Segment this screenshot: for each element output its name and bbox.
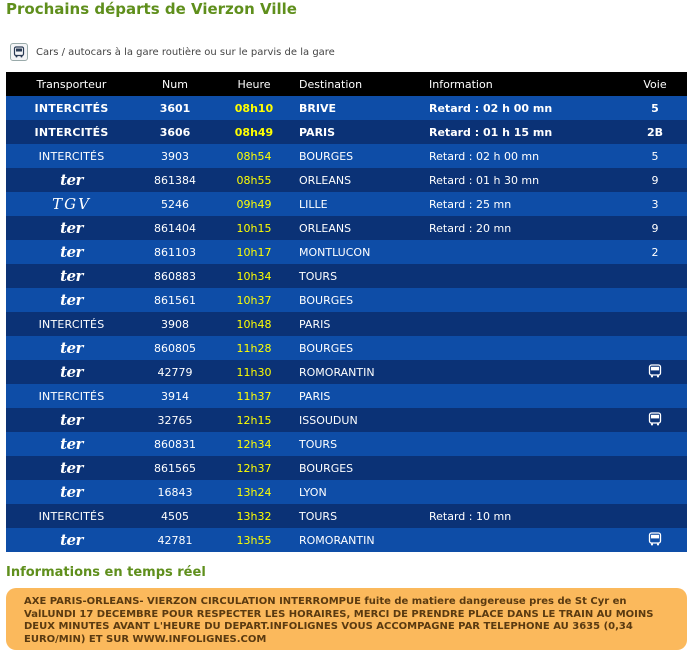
table-row (6, 336, 687, 360)
departure-time: 13h55 (213, 528, 295, 552)
carrier-cell (6, 336, 137, 360)
platform: 5 (623, 144, 687, 168)
page-title: Prochains départs de Vierzon Ville (6, 0, 297, 18)
ter-logo: ter (60, 339, 83, 357)
table-row (6, 144, 687, 168)
platform (623, 408, 687, 432)
train-number: 3908 (137, 312, 213, 336)
train-number: 42779 (137, 360, 213, 384)
ter-logo: ter (60, 291, 83, 309)
train-number: 3903 (137, 144, 213, 168)
train-number: 860805 (137, 336, 213, 360)
platform (623, 360, 687, 384)
carrier-cell (6, 432, 137, 456)
destination: BOURGES (295, 288, 423, 312)
departure-time: 11h37 (213, 384, 295, 408)
table-row (6, 480, 687, 504)
departure-time: 10h34 (213, 264, 295, 288)
delay-info (423, 432, 623, 456)
platform (623, 456, 687, 480)
table-row (6, 168, 687, 192)
train-number: 861404 (137, 216, 213, 240)
table-row (6, 408, 687, 432)
carrier-name: INTERCITÉS (38, 317, 105, 331)
tgv-logo: TGV (52, 195, 91, 213)
train-number: 5246 (137, 192, 213, 216)
platform: 2B (623, 120, 687, 144)
carrier-name: INTERCITÉS (34, 125, 109, 139)
destination: BOURGES (295, 456, 423, 480)
table-row (6, 384, 687, 408)
departure-time: 13h32 (213, 504, 295, 528)
delay-info (423, 384, 623, 408)
train-number: 3606 (137, 120, 213, 144)
delay-info: Retard : 01 h 30 mn (423, 168, 623, 192)
col-header-carrier: Transporteur (6, 72, 137, 96)
platform (623, 264, 687, 288)
ter-logo: ter (60, 483, 83, 501)
destination: LILLE (295, 192, 423, 216)
departure-time: 10h17 (213, 240, 295, 264)
carrier-cell (6, 480, 137, 504)
delay-info (423, 336, 623, 360)
bus-icon (648, 532, 662, 549)
delay-info: Retard : 20 mn (423, 216, 623, 240)
delay-info: Retard : 10 mn (423, 504, 623, 528)
destination: TOURS (295, 504, 423, 528)
table-row (6, 96, 687, 120)
train-number: 861103 (137, 240, 213, 264)
train-number: 861565 (137, 456, 213, 480)
departure-time: 10h37 (213, 288, 295, 312)
platform (623, 312, 687, 336)
destination: ORLEANS (295, 216, 423, 240)
ter-logo: ter (60, 531, 83, 549)
carrier-cell (6, 192, 137, 216)
col-header-time: Heure (213, 72, 295, 96)
table-row (6, 504, 687, 528)
delay-info (423, 528, 623, 552)
carrier-cell (6, 408, 137, 432)
carrier-cell (6, 528, 137, 552)
train-number: 42781 (137, 528, 213, 552)
table-row (6, 192, 687, 216)
delay-info: Retard : 02 h 00 mn (423, 96, 623, 120)
destination: LYON (295, 480, 423, 504)
table-row (6, 240, 687, 264)
ter-logo: ter (60, 411, 83, 429)
table-row (6, 216, 687, 240)
col-header-destination: Destination (295, 72, 423, 96)
table-row (6, 360, 687, 384)
destination: MONTLUCON (295, 240, 423, 264)
ter-logo: ter (60, 459, 83, 477)
carrier-name: INTERCITÉS (34, 101, 109, 115)
col-header-num: Num (137, 72, 213, 96)
train-number: 3601 (137, 96, 213, 120)
table-row (6, 264, 687, 288)
departure-time: 08h10 (213, 96, 295, 120)
train-number: 32765 (137, 408, 213, 432)
delay-info (423, 312, 623, 336)
carrier-cell (6, 168, 137, 192)
carrier-cell (6, 120, 137, 144)
platform: 2 (623, 240, 687, 264)
ter-logo: ter (60, 171, 83, 189)
destination: PARIS (295, 312, 423, 336)
destination: PARIS (295, 384, 423, 408)
platform: 3 (623, 192, 687, 216)
carrier-cell (6, 264, 137, 288)
departure-time: 08h54 (213, 144, 295, 168)
departures-table (6, 72, 687, 552)
carrier-name: INTERCITÉS (38, 149, 105, 163)
departure-time: 09h49 (213, 192, 295, 216)
train-number: 860831 (137, 432, 213, 456)
ter-logo: ter (60, 219, 83, 237)
delay-info: Retard : 02 h 00 mn (423, 144, 623, 168)
bus-icon (648, 412, 662, 429)
carrier-cell (6, 216, 137, 240)
bus-icon (648, 364, 662, 381)
table-header (6, 72, 687, 96)
departures-body (6, 96, 687, 552)
departure-time: 11h28 (213, 336, 295, 360)
train-number: 16843 (137, 480, 213, 504)
departure-time: 08h55 (213, 168, 295, 192)
carrier-cell (6, 504, 137, 528)
platform: 9 (623, 216, 687, 240)
carrier-name: INTERCITÉS (38, 509, 105, 523)
delay-info: Retard : 01 h 15 mn (423, 120, 623, 144)
bus-legend-text: Cars / autocars à la gare routière ou sur le parvis de la gare (36, 46, 335, 58)
realtime-info-box (6, 588, 687, 650)
departure-time: 08h49 (213, 120, 295, 144)
delay-info (423, 264, 623, 288)
delay-info (423, 240, 623, 264)
destination: TOURS (295, 432, 423, 456)
departure-time: 10h48 (213, 312, 295, 336)
bus-legend (10, 42, 335, 62)
carrier-cell (6, 240, 137, 264)
col-header-voie: Voie (623, 72, 687, 96)
train-number: 861561 (137, 288, 213, 312)
table-row (6, 288, 687, 312)
departure-time: 10h15 (213, 216, 295, 240)
destination: ROMORANTIN (295, 528, 423, 552)
train-number: 861384 (137, 168, 213, 192)
carrier-cell (6, 96, 137, 120)
train-number: 3914 (137, 384, 213, 408)
delay-info (423, 360, 623, 384)
destination: BRIVE (295, 96, 423, 120)
destination: BOURGES (295, 336, 423, 360)
table-row (6, 432, 687, 456)
platform (623, 288, 687, 312)
carrier-cell (6, 144, 137, 168)
platform (623, 336, 687, 360)
ter-logo: ter (60, 435, 83, 453)
destination: ROMORANTIN (295, 360, 423, 384)
table-row (6, 456, 687, 480)
col-header-information: Information (423, 72, 623, 96)
carrier-name: INTERCITÉS (38, 389, 105, 403)
delay-info (423, 288, 623, 312)
destination: PARIS (295, 120, 423, 144)
train-number: 4505 (137, 504, 213, 528)
platform: 5 (623, 96, 687, 120)
carrier-cell (6, 288, 137, 312)
departure-time: 12h37 (213, 456, 295, 480)
platform (623, 528, 687, 552)
table-row (6, 528, 687, 552)
bus-icon (10, 43, 28, 61)
destination: ORLEANS (295, 168, 423, 192)
destination: BOURGES (295, 144, 423, 168)
platform (623, 432, 687, 456)
train-number: 860883 (137, 264, 213, 288)
delay-info (423, 480, 623, 504)
platform (623, 480, 687, 504)
carrier-cell (6, 456, 137, 480)
departure-time: 11h30 (213, 360, 295, 384)
departure-time: 12h34 (213, 432, 295, 456)
destination: ISSOUDUN (295, 408, 423, 432)
realtime-title: Informations en temps réel (6, 565, 206, 580)
table-row (6, 120, 687, 144)
platform (623, 504, 687, 528)
platform (623, 384, 687, 408)
carrier-cell (6, 360, 137, 384)
departure-time: 12h15 (213, 408, 295, 432)
delay-info: Retard : 25 mn (423, 192, 623, 216)
carrier-cell (6, 384, 137, 408)
delay-info (423, 456, 623, 480)
ter-logo: ter (60, 243, 83, 261)
departure-time: 13h24 (213, 480, 295, 504)
ter-logo: ter (60, 363, 83, 381)
table-row (6, 312, 687, 336)
ter-logo: ter (60, 267, 83, 285)
delay-info (423, 408, 623, 432)
carrier-cell (6, 312, 137, 336)
realtime-message: AXE PARIS-ORLEANS- VIERZON CIRCULATION INTERROMPUE fuite de matiere dangereuse pres de St Cyr en ValLUNDI 17 DECEMBRE POUR RESPECTER LES HORAIRES, MERCI DE PRENDRE PLACE DANS LE TRAIN AU MOINS DEUX MINUTES AVANT L'HEURE DU DEPART.INFOLIGNES VOUS ACCOMPAGNE PAR TELEPHONE AU 3635 (0,34 EURO/MIN) ET SUR WWW.INFOLIGNES.COM (24, 596, 654, 645)
destination: TOURS (295, 264, 423, 288)
platform: 9 (623, 168, 687, 192)
